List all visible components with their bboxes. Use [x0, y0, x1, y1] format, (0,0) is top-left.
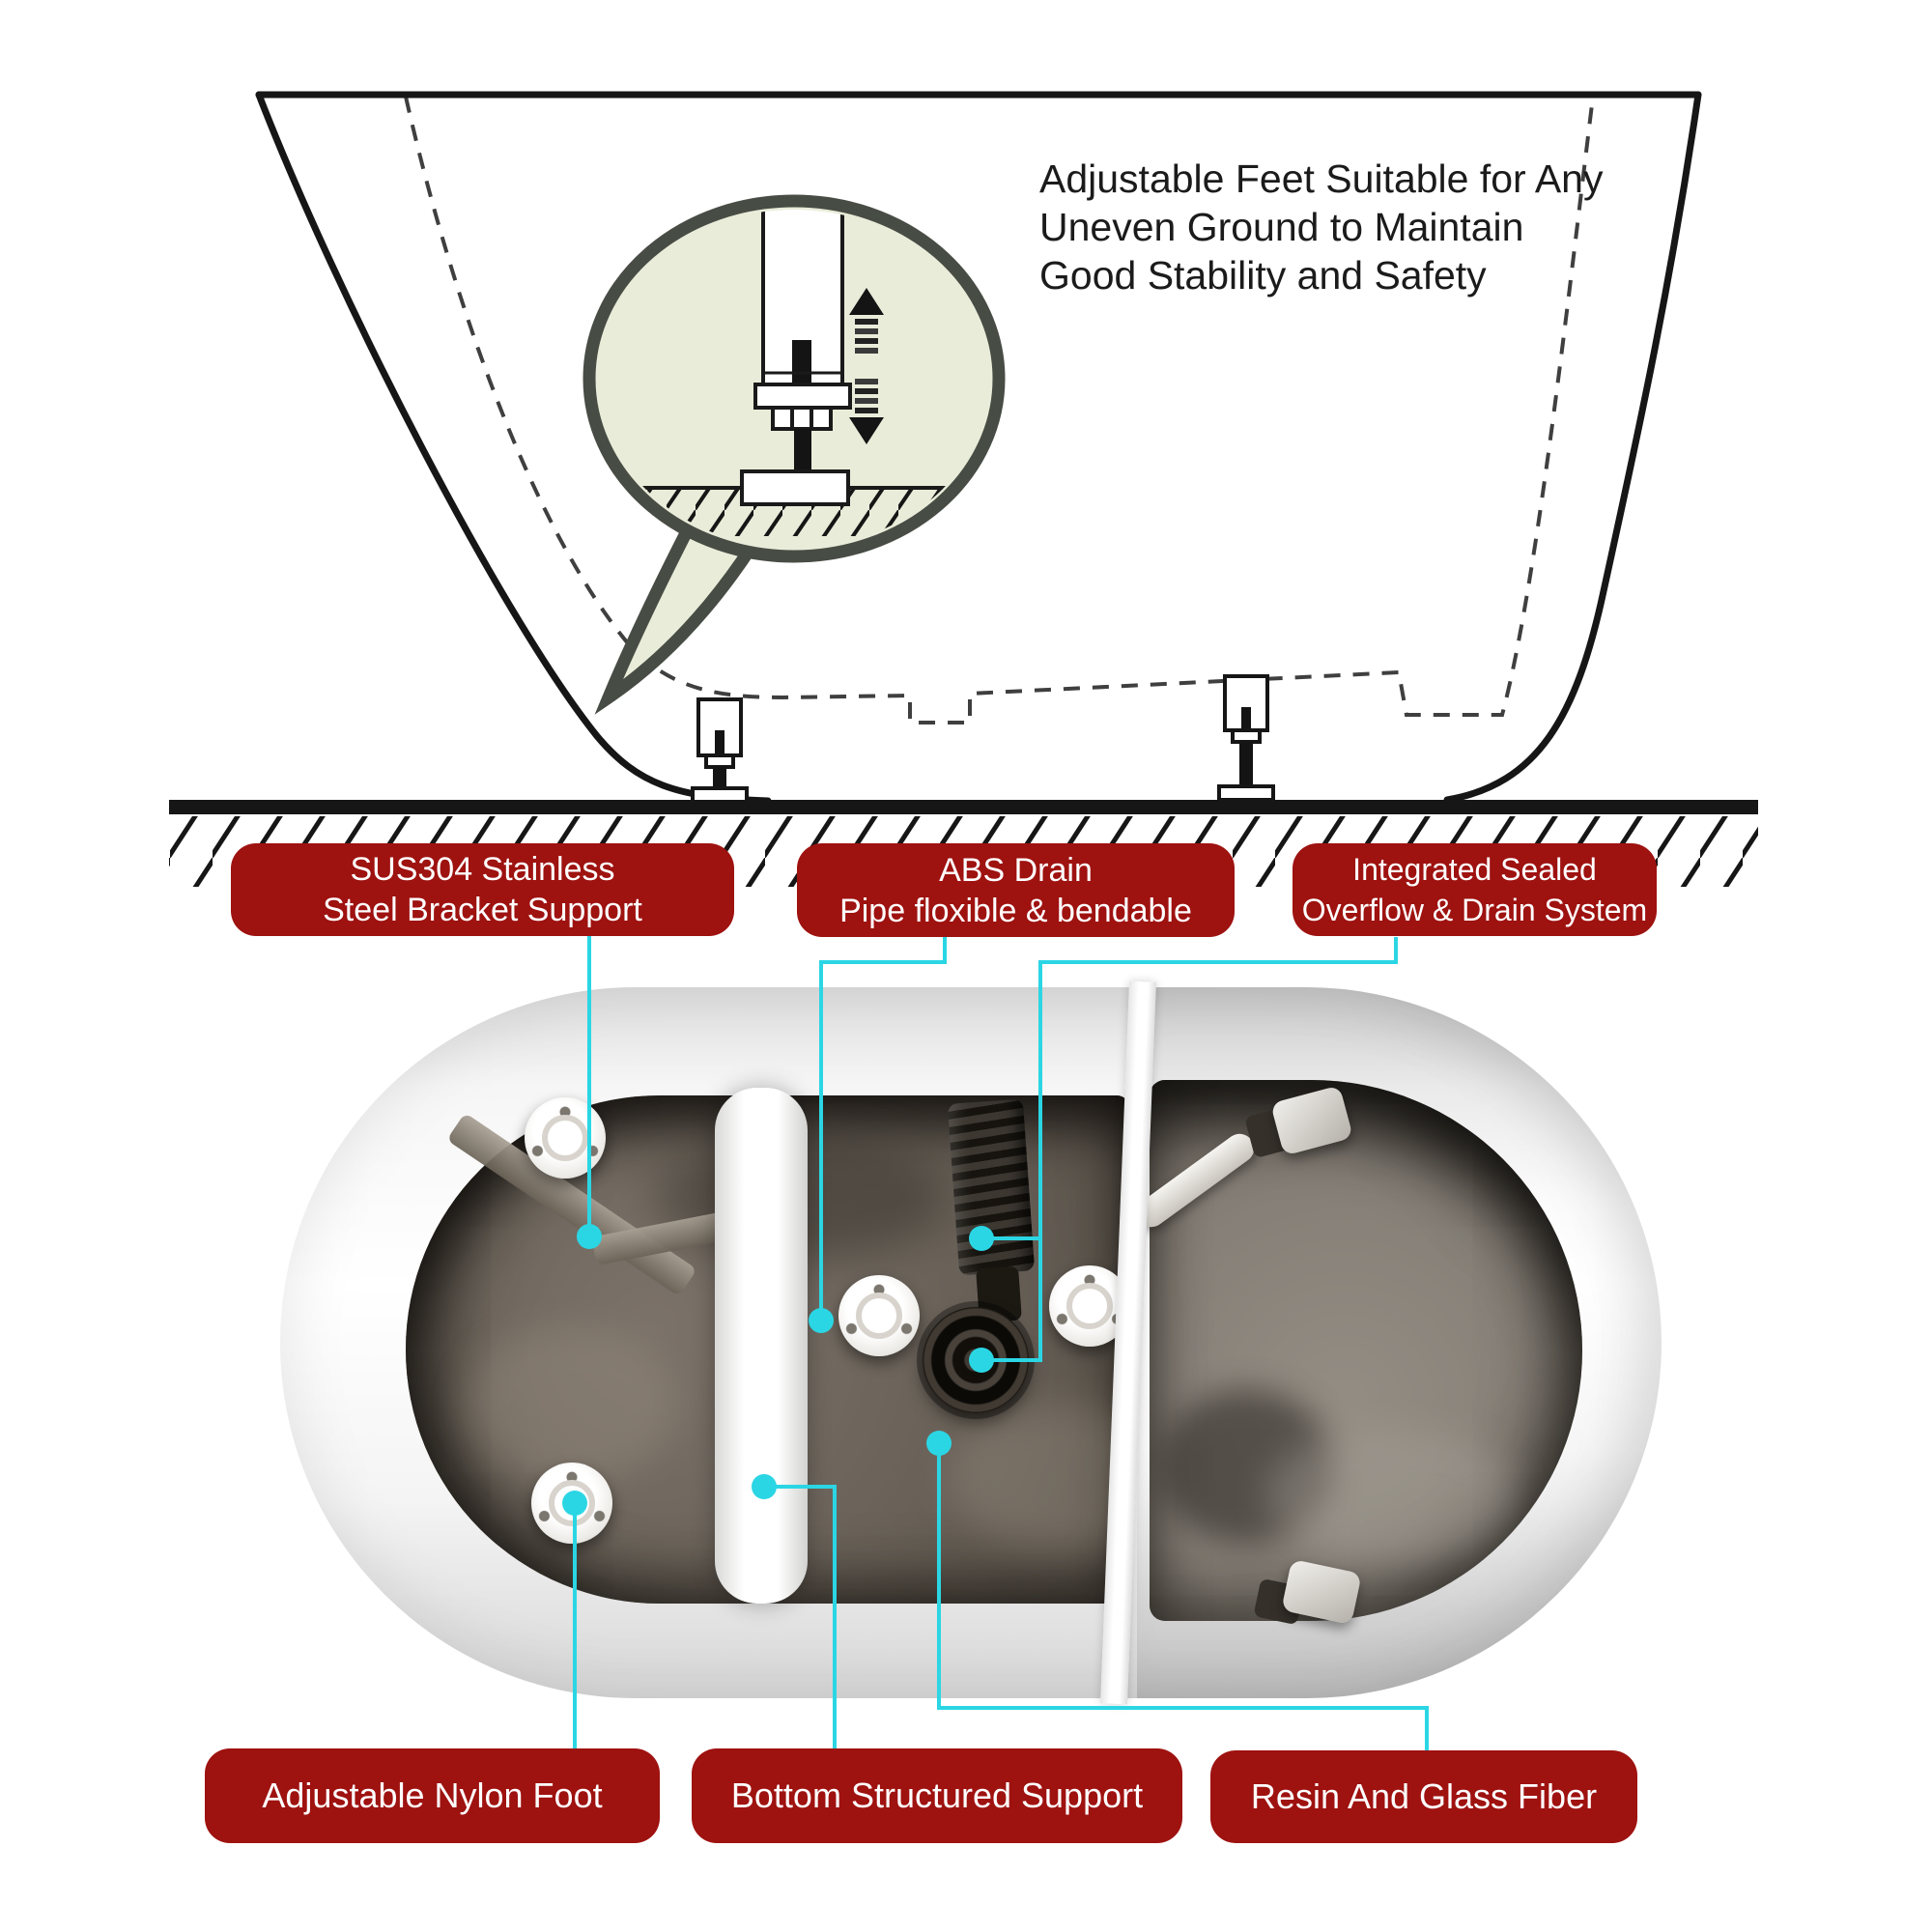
- abs-drain-pipe: [948, 1098, 1035, 1275]
- label-resin-glass-fiber: [1210, 1750, 1637, 1843]
- note-line: Adjustable Feet Suitable for Any: [1039, 156, 1604, 201]
- foot-mount-plate: [525, 1097, 606, 1179]
- label-bottom-structured-support: [692, 1748, 1182, 1843]
- adjustable-foot-left: [693, 699, 747, 802]
- bathtub-cross-section-diagram: [0, 0, 1932, 927]
- label-text: Bottom Structured Support: [730, 1776, 1144, 1815]
- adjustable-feet-note: [1039, 155, 1658, 299]
- fiberglass-texture-patch: [1265, 1428, 1517, 1563]
- label-adjustable-nylon-foot: [205, 1748, 660, 1843]
- adjustable-foot-right: [1219, 676, 1273, 800]
- speech-bubble-tail: [609, 529, 752, 697]
- label-text: SUS304 Stainless: [350, 851, 615, 888]
- bathtub-underside-photo: [280, 987, 1662, 1698]
- note-line: Good Stability and Safety: [1039, 253, 1487, 298]
- label-sus304-bracket: [231, 843, 734, 936]
- drain-fitting: [923, 1307, 1029, 1413]
- bottom-support-rib: [715, 1088, 808, 1604]
- label-text: Resin And Glass Fiber: [1250, 1776, 1598, 1816]
- foot-mount-plate: [531, 1463, 612, 1544]
- fiberglass-texture-patch: [464, 1327, 676, 1482]
- label-overflow-drain-system: [1293, 843, 1657, 936]
- label-abs-drain-pipe: [797, 843, 1235, 937]
- label-text: ABS Drain: [939, 851, 1093, 889]
- fiberglass-texture-patch: [947, 1405, 1130, 1549]
- label-text: Overflow & Drain System: [1301, 893, 1648, 927]
- label-text: Pipe floxible & bendable: [839, 892, 1192, 929]
- foot-mount-plate: [838, 1275, 920, 1356]
- foot-detail-speech-bubble: [580, 201, 1014, 697]
- label-text: Steel Bracket Support: [323, 892, 642, 928]
- label-text: Integrated Sealed: [1352, 852, 1597, 887]
- label-text: Adjustable Nylon Foot: [262, 1776, 603, 1815]
- note-line: Uneven Ground to Maintain: [1039, 205, 1524, 249]
